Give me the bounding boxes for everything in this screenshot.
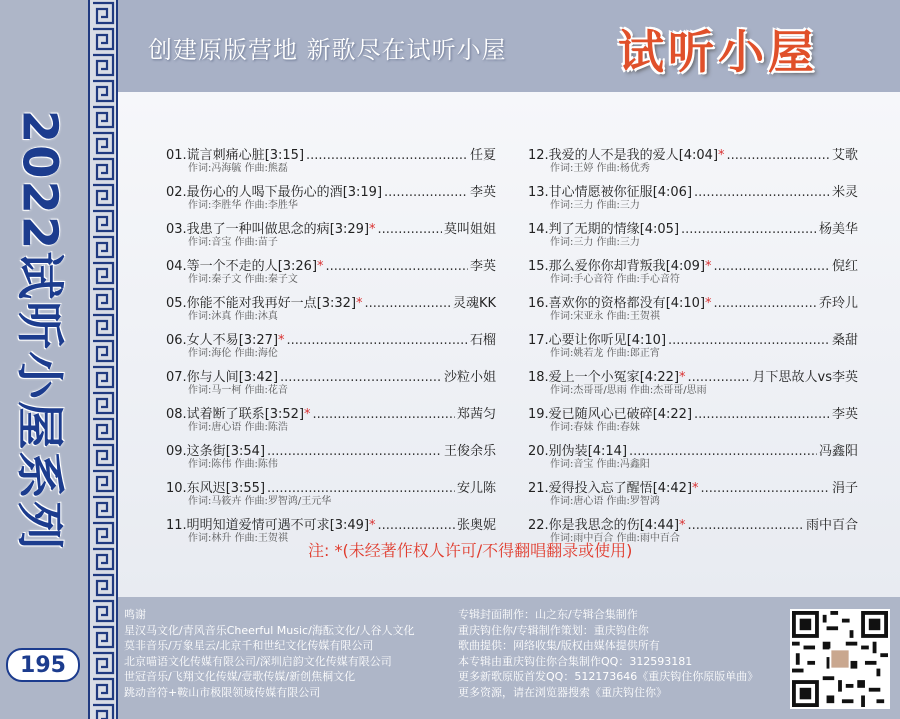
track-duration: [3:15] [264,148,305,163]
thanks-line: 鸣谢 [124,608,146,621]
copyright-notice: 注: *(未经著作权人许可/不得翻唱翻录或使用) [308,541,633,560]
track-duration: [4:22] [652,407,693,422]
track-duration: [3:55] [225,481,266,496]
header-slogan: 创建原版营地 新歌尽在试听小屋 [148,36,507,64]
production-line: 本专辑由重庆钩住你合集制作QQ：312593181 [458,654,693,668]
track-title: 04.等一个不走的人 [166,259,278,274]
track-title-row [528,514,858,532]
leader-dots [365,296,451,311]
track-title-row [166,403,496,421]
track-title-row [166,218,496,236]
footer-band [118,597,900,719]
track-artist: 月下思故人vs李英 [752,370,858,385]
track-title-row [166,181,496,199]
leader-dots [306,148,468,163]
track-credits: 作词:王婷 作曲:杨优秀 [550,163,650,174]
track-duration: [4:10] [665,296,706,311]
track-item [528,255,858,292]
track-credits: 作词:三力 作曲:三力 [550,237,640,248]
track-title: 14.判了无期的情缘 [528,222,640,237]
track-duration: [3:42] [238,370,279,385]
track-title: 09.这条街 [166,444,226,459]
track-title: 06.女人不易 [166,333,239,348]
production-line: 重庆钩住你/专辑制作策划：重庆钩住你 [458,623,649,637]
track-title: 12.我爱的人不是我的爱人 [528,148,679,163]
leader-dots [280,370,442,385]
track-item [528,366,858,403]
restriction-star: * [692,481,699,496]
track-title: 15.那么爱你你却背叛我 [528,259,666,274]
track-title-row [166,477,496,495]
track-artist: 雨中百合 [805,518,858,533]
track-title-row [528,181,858,199]
track-title-row [528,144,858,162]
track-credits: 作词:陈伟 作曲:陈伟 [188,459,278,470]
brand-logo: 试听小屋 [618,25,818,79]
leader-dots [694,407,830,422]
leader-dots [668,333,830,348]
thanks-list [124,607,415,700]
leader-dots [681,222,817,237]
track-title: 16.喜欢你的资格都没有 [528,296,666,311]
production-line: 更多新歌原版首发QQ：512173646《重庆钩住你原版单曲》 [458,670,759,683]
qr-code-graphic [792,611,888,707]
track-credits: 作词:三力 作曲:三力 [550,200,640,211]
track-title-row [166,292,496,310]
track-title-row [166,440,496,458]
qr-code-icon [790,609,890,709]
track-duration: [3:26] [277,259,318,274]
restriction-star: * [705,296,712,311]
production-line: 歌曲提供：网络收集/版权由媒体提供所有 [458,639,660,652]
track-credits: 作词:林升 作曲:王贺祺 [188,533,288,544]
track-artist: 任夏 [469,148,496,163]
restriction-star: * [679,518,686,533]
track-title-row [528,218,858,236]
track-credits: 作词:唐心语 作曲:罗智鸿 [550,496,660,507]
track-artist: 安儿陈 [456,481,496,496]
leader-dots [714,259,830,274]
track-credits: 作词:马筱卉 作曲:罗智鸿/王元华 [188,496,332,507]
leader-dots [267,444,442,459]
track-item [528,477,858,514]
track-artist: 王俊余乐 [443,444,496,459]
track-duration: [3:49] [329,518,370,533]
track-duration: [3:32] [316,296,357,311]
restriction-star: * [705,259,712,274]
track-duration: [3:54] [225,444,266,459]
track-item [166,144,496,181]
leader-dots [688,518,804,533]
track-title-row [528,403,858,421]
track-title-row [166,366,496,384]
track-credits: 作词:手心音符 作曲:手心音符 [550,274,680,285]
track-duration: [4:09] [665,259,706,274]
track-title-row [528,477,858,495]
track-title: 08.试着断了联系 [166,407,265,422]
track-title: 17.心要让你听见 [528,333,627,348]
greek-key-border [88,0,118,719]
track-artist: 桑甜 [831,333,858,348]
track-credits: 作词:海伦 作曲:海伦 [188,348,278,359]
production-credits [458,607,758,700]
thanks-line: 星汉马文化/青风音乐Cheerful Music/海酝文化/人谷人文化 [124,623,415,637]
track-credits: 作词:秦子文 作曲:秦子文 [188,274,298,285]
thanks-line: 北京喵语文化传媒有限公司/深圳启韵文化传媒有限公司 [124,654,392,668]
leader-dots [313,407,455,422]
header-band [118,0,900,92]
track-item [166,181,496,218]
track-duration: [3:29] [329,222,370,237]
track-artist: 李英 [469,185,496,200]
track-item [528,440,858,477]
track-title: 19.爱已随风心已破碎 [528,407,653,422]
track-item [166,477,496,514]
track-item [166,329,496,366]
spine-title: 2022试听小屋系列 [11,109,68,551]
track-title: 01.谎言刺痛心脏 [166,148,265,163]
track-item [528,218,858,255]
track-artist: 米灵 [831,185,858,200]
tracklist-right [528,144,858,551]
track-duration: [3:19] [342,185,383,200]
track-artist: 郑茜匀 [456,407,496,422]
track-duration: [4:14] [587,444,628,459]
leader-dots [714,296,817,311]
track-title-row [166,255,496,273]
track-item [166,403,496,440]
leader-dots [688,370,751,385]
leader-dots [384,185,468,200]
track-item [528,403,858,440]
track-credits: 作词:雨中百合 作曲:雨中百合 [550,533,680,544]
track-artist: 石榴 [469,333,496,348]
tracklist-panel [118,92,900,597]
track-duration: [4:06] [652,185,693,200]
track-title-row [166,329,496,347]
restriction-star: * [304,407,311,422]
track-duration: [4:22] [639,370,680,385]
track-duration: [4:04] [678,148,719,163]
track-credits: 作词:杰哥哥/思雨 作曲:杰哥哥/思雨 [550,385,707,396]
track-title: 20.别伪装 [528,444,588,459]
tracklist-left [166,144,496,551]
production-line: 更多资源，请在浏览器搜索《重庆钩住你》 [458,685,667,699]
track-artist: 艾歌 [831,148,858,163]
track-credits: 作词:马一柯 作曲:花音 [188,385,288,396]
track-item [166,440,496,477]
track-artist: 张奥妮 [456,518,496,533]
production-line: 专辑封面制作：山之东/专辑合集制作 [458,608,638,621]
track-title-row [528,440,858,458]
track-title-row [166,514,496,532]
track-title: 13.甘心情愿被你征服 [528,185,653,200]
track-artist: 杨美华 [818,222,858,237]
track-title: 07.你与人间 [166,370,239,385]
track-credits: 作词:春妹 作曲:春妹 [550,422,640,433]
leader-dots [378,518,455,533]
track-item [166,366,496,403]
thanks-line: 世冠音乐/飞翔文化传媒/壹歌传媒/新创焦桐文化 [124,670,356,683]
leader-dots [629,444,817,459]
track-credits: 作词:唐心语 作曲:陈浩 [188,422,288,433]
track-artist: 涓子 [831,481,858,496]
track-duration: [4:05] [639,222,680,237]
leader-dots [694,185,830,200]
track-item [528,292,858,329]
track-duration: [4:42] [652,481,693,496]
track-credits: 作词:姚若龙 作曲:郎正宵 [550,348,660,359]
track-artist: 乔玲儿 [818,296,858,311]
key-pattern-icon [90,0,116,719]
track-duration: [3:27] [238,333,279,348]
track-title: 05.你能不能对我再好一点 [166,296,317,311]
track-credits: 作词:音宝 作曲:冯鑫阳 [550,459,650,470]
leader-dots [287,333,468,348]
leader-dots [326,259,468,274]
restriction-star: * [369,222,376,237]
thanks-line: 莫非音乐/万象星云/北京千和世纪文化传媒有限公司 [124,639,374,652]
restriction-star: * [679,370,686,385]
volume-badge: 195 [6,648,80,682]
leader-dots [378,222,442,237]
track-title: 10.东风迟 [166,481,226,496]
track-artist: 李英 [469,259,496,274]
track-title-row [528,366,858,384]
track-title: 02.最伤心的人喝下最伤心的酒 [166,185,343,200]
restriction-star: * [718,148,725,163]
spine [0,0,88,719]
track-item [166,255,496,292]
track-title-row [528,255,858,273]
track-artist: 沙粒小姐 [443,370,496,385]
track-title: 21.爱得投入忘了醒悟 [528,481,653,496]
leader-dots [701,481,830,496]
spine-title-wrap [0,30,88,630]
track-credits: 作词:宋亚永 作曲:王贺祺 [550,311,660,322]
restriction-star: * [356,296,363,311]
track-duration: [3:52] [264,407,305,422]
track-credits: 作词:冯海毓 作曲:熊磊 [188,163,288,174]
track-duration: [4:44] [639,518,680,533]
track-title: 03.我患了一种叫做思念的病 [166,222,330,237]
track-title: 18.爱上一个小冤家 [528,370,640,385]
track-artist: 李英 [831,407,858,422]
thanks-line: 跳动音符+鞍山市极限领域传媒有限公司 [124,685,321,699]
leader-dots [267,481,455,496]
track-artist: 冯鑫阳 [818,444,858,459]
track-credits: 作词:沐真 作曲:沐真 [188,311,278,322]
track-credits: 作词:音宝 作曲:苗子 [188,237,278,248]
track-item [166,292,496,329]
track-title-row [528,292,858,310]
track-credits: 作词:李胜华 作曲:李胜华 [188,200,298,211]
leader-dots [727,148,830,163]
track-title: 11.明明知道爱情可遇不可求 [166,518,330,533]
track-title-row [528,329,858,347]
track-item [528,144,858,181]
track-artist: 灵魂KK [452,296,496,311]
restriction-star: * [278,333,285,348]
restriction-star: * [317,259,324,274]
track-artist: 倪红 [831,259,858,274]
track-title: 22.你是我思念的伤 [528,518,640,533]
track-item [166,218,496,255]
track-item [528,329,858,366]
track-item [528,181,858,218]
track-duration: [4:10] [626,333,667,348]
track-title-row [166,144,496,162]
restriction-star: * [369,518,376,533]
track-artist: 莫叫姐姐 [443,222,496,237]
